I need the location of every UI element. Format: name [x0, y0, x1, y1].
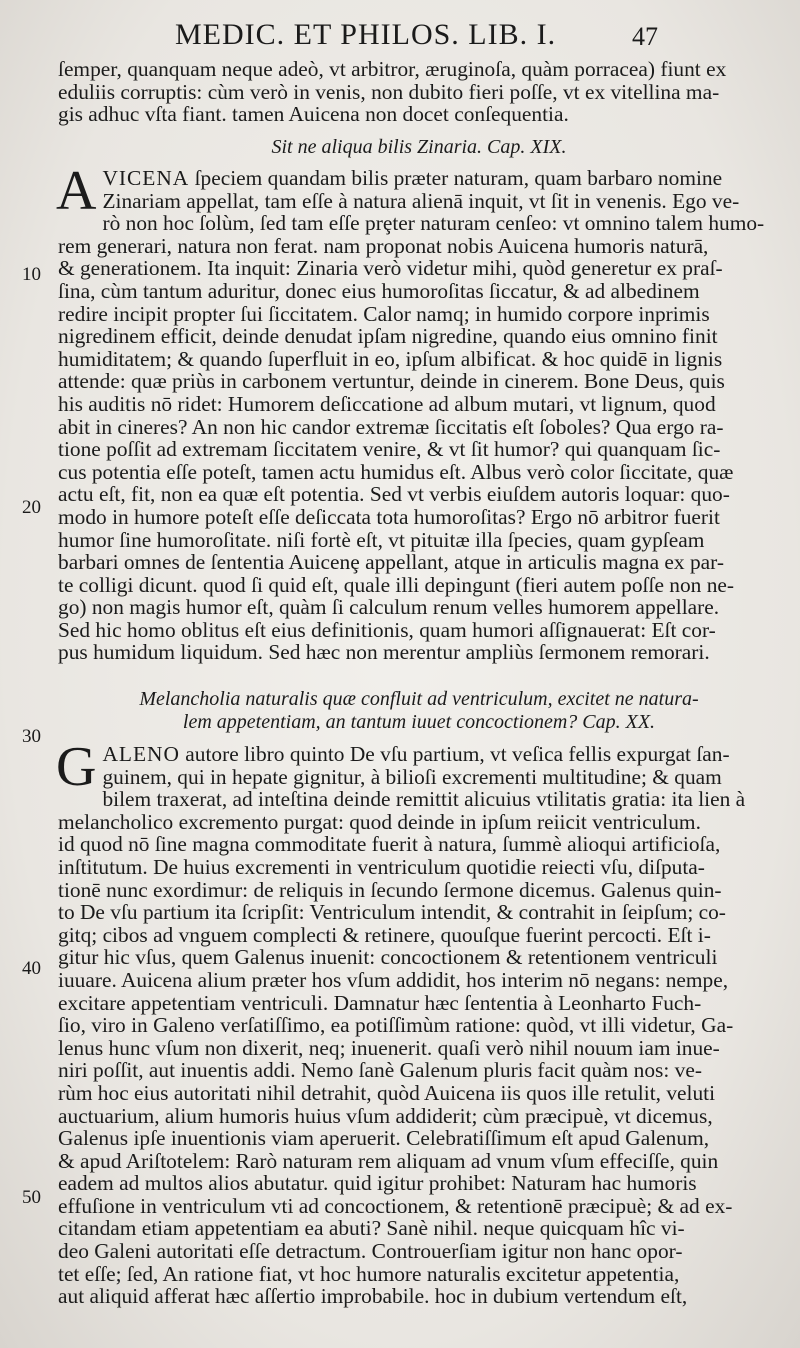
text-line: ſio, viro in Galeno verſatiſſimo, ea potiſſimùm ratione: quòd, vt illi videtur, Ga- [58, 1013, 734, 1038]
text-line: gis adhuc vſta fiant. tamen Auicena non docet conſequentia. [58, 102, 569, 127]
text-line: go) non magis humor eſt, quàm ſi calculum renum velles humorem appellare. [58, 595, 720, 620]
text-line: lenus hunc vſum non dixerit, neq; inuenerit. quaſi verò nihil nouum iam inue- [58, 1035, 720, 1060]
text-line: te colligi dicunt. quod ſi quid eſt, quale illi depingunt (fieri autem poſſe non ne- [58, 572, 735, 597]
text-line: Sed hic homo oblitus eſt eius definitionis, quam humori aſſignauerat: Eſt cor- [58, 617, 716, 642]
text-line: rem generari, natura non ferat. nam proponat nobis Auicena humoris naturā, [58, 233, 709, 258]
text-line: auctuarium, alium humoris huius vſum addiderit; cùm præcipuè, vt dicemus, [58, 1103, 713, 1128]
text-line: tet eſſe; ſed, An ratione fiat, vt hoc humore naturalis excitetur appetentia, [58, 1261, 680, 1286]
text-line: humiditatem; & quando ſuperfluit in eo, ipſum albificat. & hoc quidē in lignis [58, 346, 723, 371]
text-line: ſemper, quanquam neque adeò, vt arbitror, æruginoſa, quàm porracea) fiunt ex [58, 57, 727, 81]
text-line: humor ſine humoroſitate. niſi fortè eſt, vt pituitæ illa ſpecies, quam gypſeam [58, 527, 705, 552]
text-line: rùm hoc eius autoritati nihil detrahit, quòd Auicena iis quos ille retulit, veluti [58, 1080, 716, 1105]
chapter-19-heading [58, 136, 780, 159]
first-word: VICENA [102, 166, 190, 190]
page-number: 47 [632, 22, 658, 51]
text-line: Zinariam appellat, tam eſſe à natura alienā inquit, vt ſit in venenis. Ego ve- [102, 188, 740, 213]
text-line: id quod nō ſine magna commoditate fuerit à natura, ſummè alioqui artificioſa, [58, 832, 721, 857]
text-line: cus potentia eſſe poteſt, tamen actu humidus eſt. Albus verò color ſiccitate, quæ [58, 459, 734, 484]
text-line: effuſione in ventriculum vti ad concoctionem, & retentionē præcipuè; & ad ex- [58, 1193, 733, 1218]
text-line: melancholico excremento purgat: quod deinde in ipſum reiicit ventriculum. [58, 809, 701, 834]
text-line: gitur hic vſus, quem Galenus inuenit: concoctionem & retentionem ventriculi [58, 945, 718, 970]
margin-line-number: 50 [22, 1187, 41, 1208]
text-line: guinem, qui in hepate gignitur, à bilioſi excrementi multitudine; & quam [102, 764, 722, 789]
text-line: redire incipit propter ſui ſiccitatem. Calor namq; in humido corpore inprimis [58, 301, 710, 326]
margin-line-number: 30 [22, 726, 41, 747]
text-line: niri poſſit, aut inuentis addi. Nemo ſanè Galenum pluris facit quàm nos: ve- [58, 1058, 702, 1083]
text-line: excitare appetentiam ventriculi. Damnatur hæc ſententia à Leonharto Fuch- [58, 990, 702, 1015]
running-head: MEDIC. ET PHILOS. LIB. I. [175, 18, 557, 51]
text-line: actu eſt, fit, non ea quæ eſt potentia. Sed vt verbis eiuſdem autoris loquar: quo- [58, 482, 730, 507]
chapter-heading-line: Melancholia naturalis quæ confluit ad ventriculum, excitet ne natura- [139, 688, 699, 710]
text-line: his auditis nō ridet: Humorem deſiccatione ad album mutari, vt lignum, quod [58, 391, 716, 416]
first-word: ALENO [102, 742, 180, 766]
text-line: deo Galeni autoritati eſſe detractum. Controuerſiam igitur non hanc opor- [58, 1239, 683, 1264]
text-line: tione poſſit ad extremam ſiccitatem venire, & vt ſit humor? qui quanquam ſic- [58, 437, 721, 462]
text-line: rò non hoc ſolùm, ſed tam eſſe prȩter naturam cenſeo: vt omnino talem humo- [102, 211, 765, 236]
text-line: abit in cineres? An non hic candor extremæ ſiccitatis eſt ſoboles? Qua ergo ra- [58, 414, 724, 439]
margin-line-number: 20 [22, 497, 41, 518]
chapter-20-heading [58, 688, 780, 733]
text-line: & apud Ariſtotelem: Rarò naturam rem aliquam ad vnum vſum effeciſſe, quin [58, 1148, 719, 1173]
text-line: eduliis corruptis: cùm verò in venis, non dubito fieri poſſe, vt ex vitellina ma- [58, 79, 720, 104]
text-line: & generationem. Ita inquit: Zinaria verò videtur mihi, quòd generetur ex praſ- [58, 256, 723, 281]
margin-line-number: 40 [22, 958, 41, 979]
text-line: pus humidum liquidum. Sed hæc non merentur ampliùs ſermonem remorari. [58, 640, 710, 665]
page-header [0, 14, 800, 54]
text-line: citandam etiam appetentiam ea abuti? Sanè nihil. neque quicquam hîc vi- [58, 1216, 685, 1241]
text-line: gitq; cibos ad vnguem complecti & retinere, quouſque fuerint percocti. Eſt i- [58, 922, 711, 947]
drop-cap: G [56, 736, 97, 798]
text-line: ſina, cùm tantum aduritur, donec eius humoroſitas ſiccatur, & ad albedinem [58, 278, 700, 303]
top-fragment [58, 58, 780, 126]
drop-cap: A [56, 160, 97, 222]
text-line: barbari omnes de ſententia Auicenȩ appellant, atque in articulis magna ex par- [58, 550, 724, 575]
chapter-heading-line: lem appetentiam, an tantum iuuet concoctionem? Cap. XX. [182, 710, 656, 733]
chapter-19-body [56, 160, 780, 665]
text-line: to De vſu partium ita ſcripſit: Ventriculum intendit, & contrahit in ſeipſum; co- [58, 900, 726, 925]
margin-line-number: 10 [22, 264, 41, 285]
text-line: bilem traxerat, ad inteſtina deinde remittit alicuius vtilitatis gratia: ita lien à [102, 787, 746, 812]
text-line: iuuare. Auicena alium præter hos vſum addidit, hos interim nō negans: nempe, [58, 967, 729, 992]
chapter-heading-line: Sit ne aliqua bilis Zinaria. Cap. XIX. [271, 136, 567, 158]
chapter-20-body [56, 736, 780, 1309]
text-line: modo in humore poteſt eſſe deſiccata tota humoroſitas? Ergo nō arbitror fuerit [58, 504, 720, 529]
text-line: Galenus ipſe inuentionis viam aperuerit. Celebratiſſimum eſt apud Galenum, [58, 1126, 710, 1151]
text-line: inſtitutum. De huius excrementi in ventriculum quotidie reiecti vſu, diſputa- [58, 854, 705, 879]
text-line: attende: quæ priùs in carbonem vertuntur, deinde in cinerem. Bone Deus, quis [58, 369, 725, 394]
text-line: tionē nunc exordimur: de reliquis in ſecundo ſermone dicemus. Galenus quin- [58, 877, 722, 902]
text-line: nigredinem efficit, deinde denudat ipſam nigredine, quando eius omnino finit [58, 324, 718, 349]
text-line: ſpeciem quandam bilis præter naturam, quam barbaro nomine [189, 166, 723, 190]
text-line: autore libro quinto De vſu partium, vt veſica fellis expurgat ſan- [179, 742, 730, 766]
text-line: aut aliquid afferat hæc aſſertio improbabile. hoc in dubium vertendum eſt, [58, 1284, 688, 1309]
text-line: eadem ad multos alios abutatur. quid igitur prohibet: Naturam hac humoris [58, 1171, 697, 1196]
